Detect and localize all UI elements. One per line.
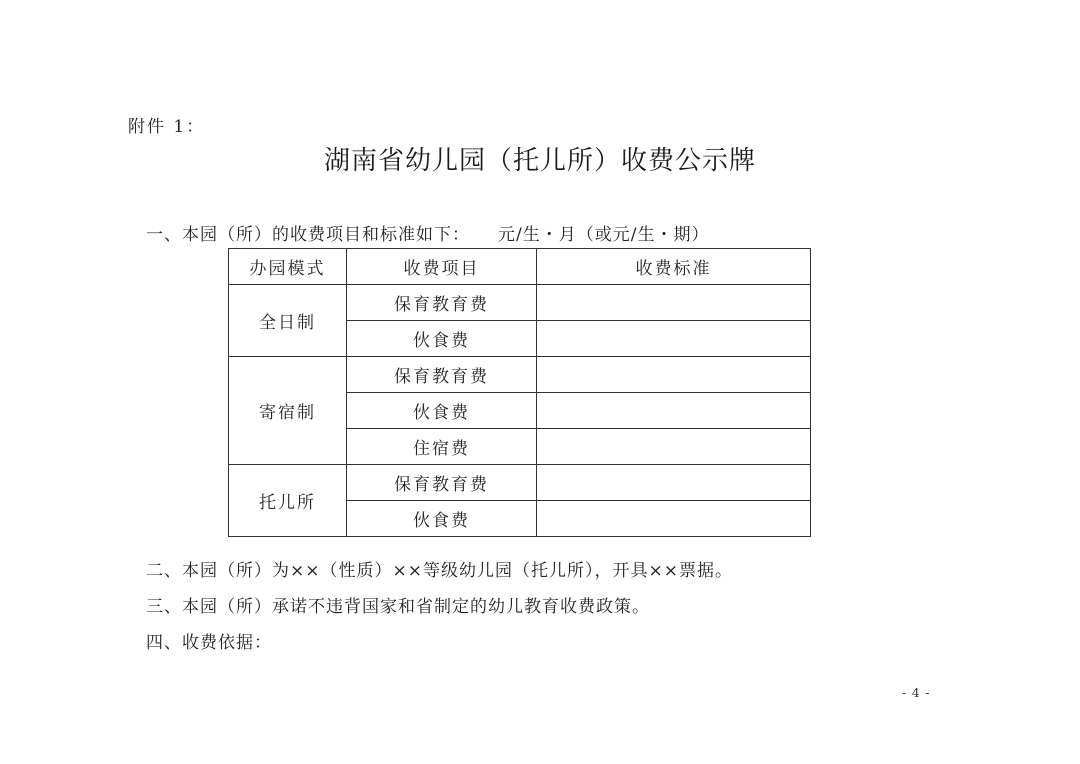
standard-cell	[537, 393, 811, 429]
mode-cell: 托儿所	[229, 465, 347, 537]
intro-line	[146, 220, 709, 245]
item-cell: 伙食费	[347, 393, 537, 429]
attachment-label: 附件 1：	[128, 117, 206, 137]
fee-table	[228, 248, 811, 537]
paragraph-invoice: 二、本园（所）为××（性质）××等级幼儿园（托儿所），开具××票据。	[146, 561, 733, 581]
document-title: 湖南省幼儿园（托儿所）收费公示牌	[323, 146, 756, 176]
item-cell: 住宿费	[347, 429, 537, 465]
intro-unit: 元/生・月（或元/生・期）	[498, 225, 710, 245]
item-cell: 保育教育费	[347, 465, 537, 501]
standard-cell	[537, 285, 811, 321]
standard-cell	[537, 357, 811, 393]
item-cell: 保育教育费	[347, 285, 537, 321]
standard-cell	[537, 501, 811, 537]
page-number: - 4 -	[902, 686, 931, 700]
table-row	[229, 465, 811, 501]
mode-cell: 全日制	[229, 285, 347, 357]
paragraph-commitment: 三、本园（所）承诺不违背国家和省制定的幼儿教育收费政策。	[146, 597, 650, 617]
header-mode: 办园模式	[229, 249, 347, 285]
header-standard: 收费标准	[537, 249, 811, 285]
intro-text: 一、本园（所）的收费项目和标准如下：	[146, 225, 470, 245]
standard-cell	[537, 429, 811, 465]
table-row	[229, 357, 811, 393]
item-cell: 伙食费	[347, 501, 537, 537]
item-cell: 伙食费	[347, 321, 537, 357]
standard-cell	[537, 465, 811, 501]
table-row	[229, 285, 811, 321]
mode-cell: 寄宿制	[229, 357, 347, 465]
paragraph-basis: 四、收费依据：	[146, 633, 272, 653]
standard-cell	[537, 321, 811, 357]
header-item: 收费项目	[347, 249, 537, 285]
item-cell: 保育教育费	[347, 357, 537, 393]
table-header-row	[229, 249, 811, 285]
